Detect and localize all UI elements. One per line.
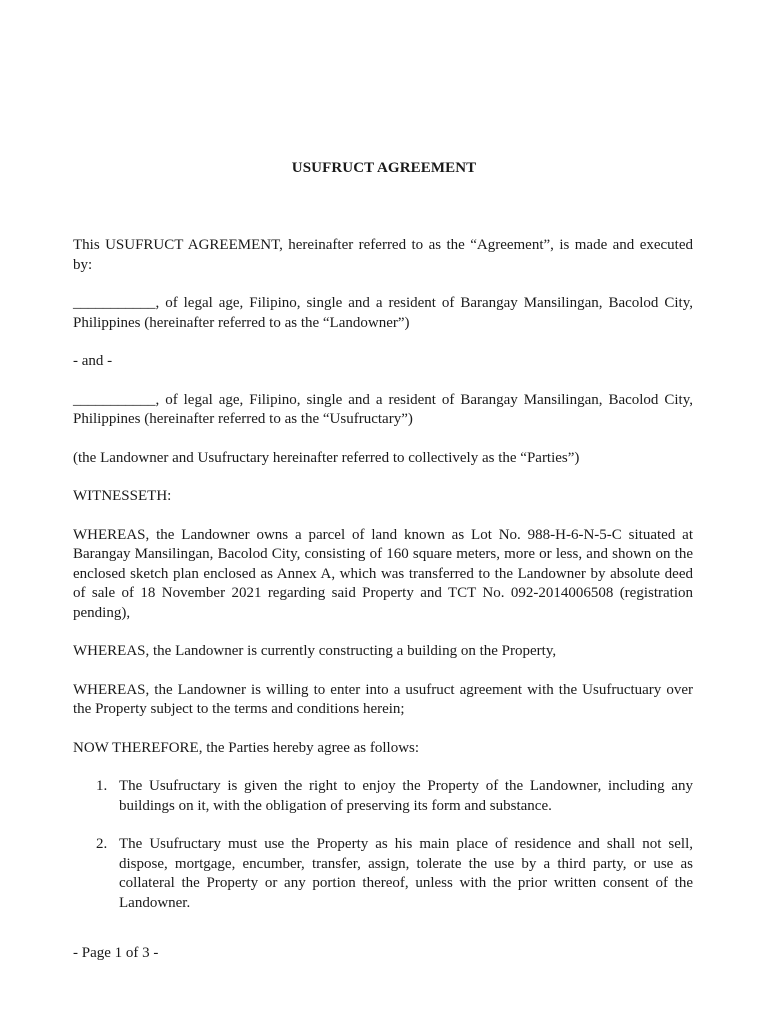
whereas-paragraph-1: WHEREAS, the Landowner owns a parcel of land known as Lot No. 988-H-6-N-5-C situated at Barangay Mansilingan, Bacolod City, consisting of 160 square meters, more or less, and shown on the enclosed sketch plan enclosed as Annex A, which was transferred to the Landowner by absolute deed of sale of 18 November 2021 regarding said Property and TCT No. 092-2014006508 (registration pending), [73, 526, 693, 621]
parties-note: (the Landowner and Usufructary hereinafter referred to collectively as the “Parties”) [73, 449, 580, 466]
whereas-paragraph-2: WHEREAS, the Landowner is currently constructing a building on the Property, [73, 643, 557, 659]
terms-list [73, 777, 693, 913]
whereas-paragraph-3: WHEREAS, the Landowner is willing to enter into a usufruct agreement with the Usufructuary over the Property subject to the terms and conditions herein; [73, 681, 693, 717]
document-title: USUFRUCT AGREEMENT [291, 160, 477, 176]
usufructary-paragraph: ___________, of legal age, Filipino, single and a resident of Barangay Mansilingan, Bacolod City, Philippines (hereinafter referred to as the “Usufructary”) [73, 391, 693, 427]
term-text: The Usufructary must use the Property as his main place of residence and shall not sell, dispose, mortgage, encumber, transfer, assign, tolerate the use by a third party, or use as collateral the Property or any portion thereof, unless with the prior written consent of the Landowner. [119, 836, 693, 911]
witnesseth-heading: WITNESSETH: [73, 488, 172, 504]
document-body [73, 236, 693, 932]
term-item [73, 835, 693, 913]
landowner-paragraph: ___________, of legal age, Filipino, single and a resident of Barangay Mansilingan, Bacolod City, Philippines (hereinafter referred to as the “Landowner”) [73, 295, 693, 331]
intro-paragraph: This USUFRUCT AGREEMENT, hereinafter referred to as the “Agreement”, is made and executed by: [73, 237, 693, 273]
term-text: The Usufructary is given the right to enjoy the Property of the Landowner, including any buildings on it, with the obligation of preserving its form and substance. [119, 778, 693, 814]
now-therefore-paragraph: NOW THEREFORE, the Parties hereby agree as follows: [73, 739, 420, 756]
term-item [73, 777, 693, 816]
term-number: 1. [96, 778, 108, 794]
and-separator: - and - [73, 353, 113, 369]
term-number: 2. [96, 836, 108, 852]
page-number-footer: - Page 1 of 3 - [73, 945, 159, 961]
